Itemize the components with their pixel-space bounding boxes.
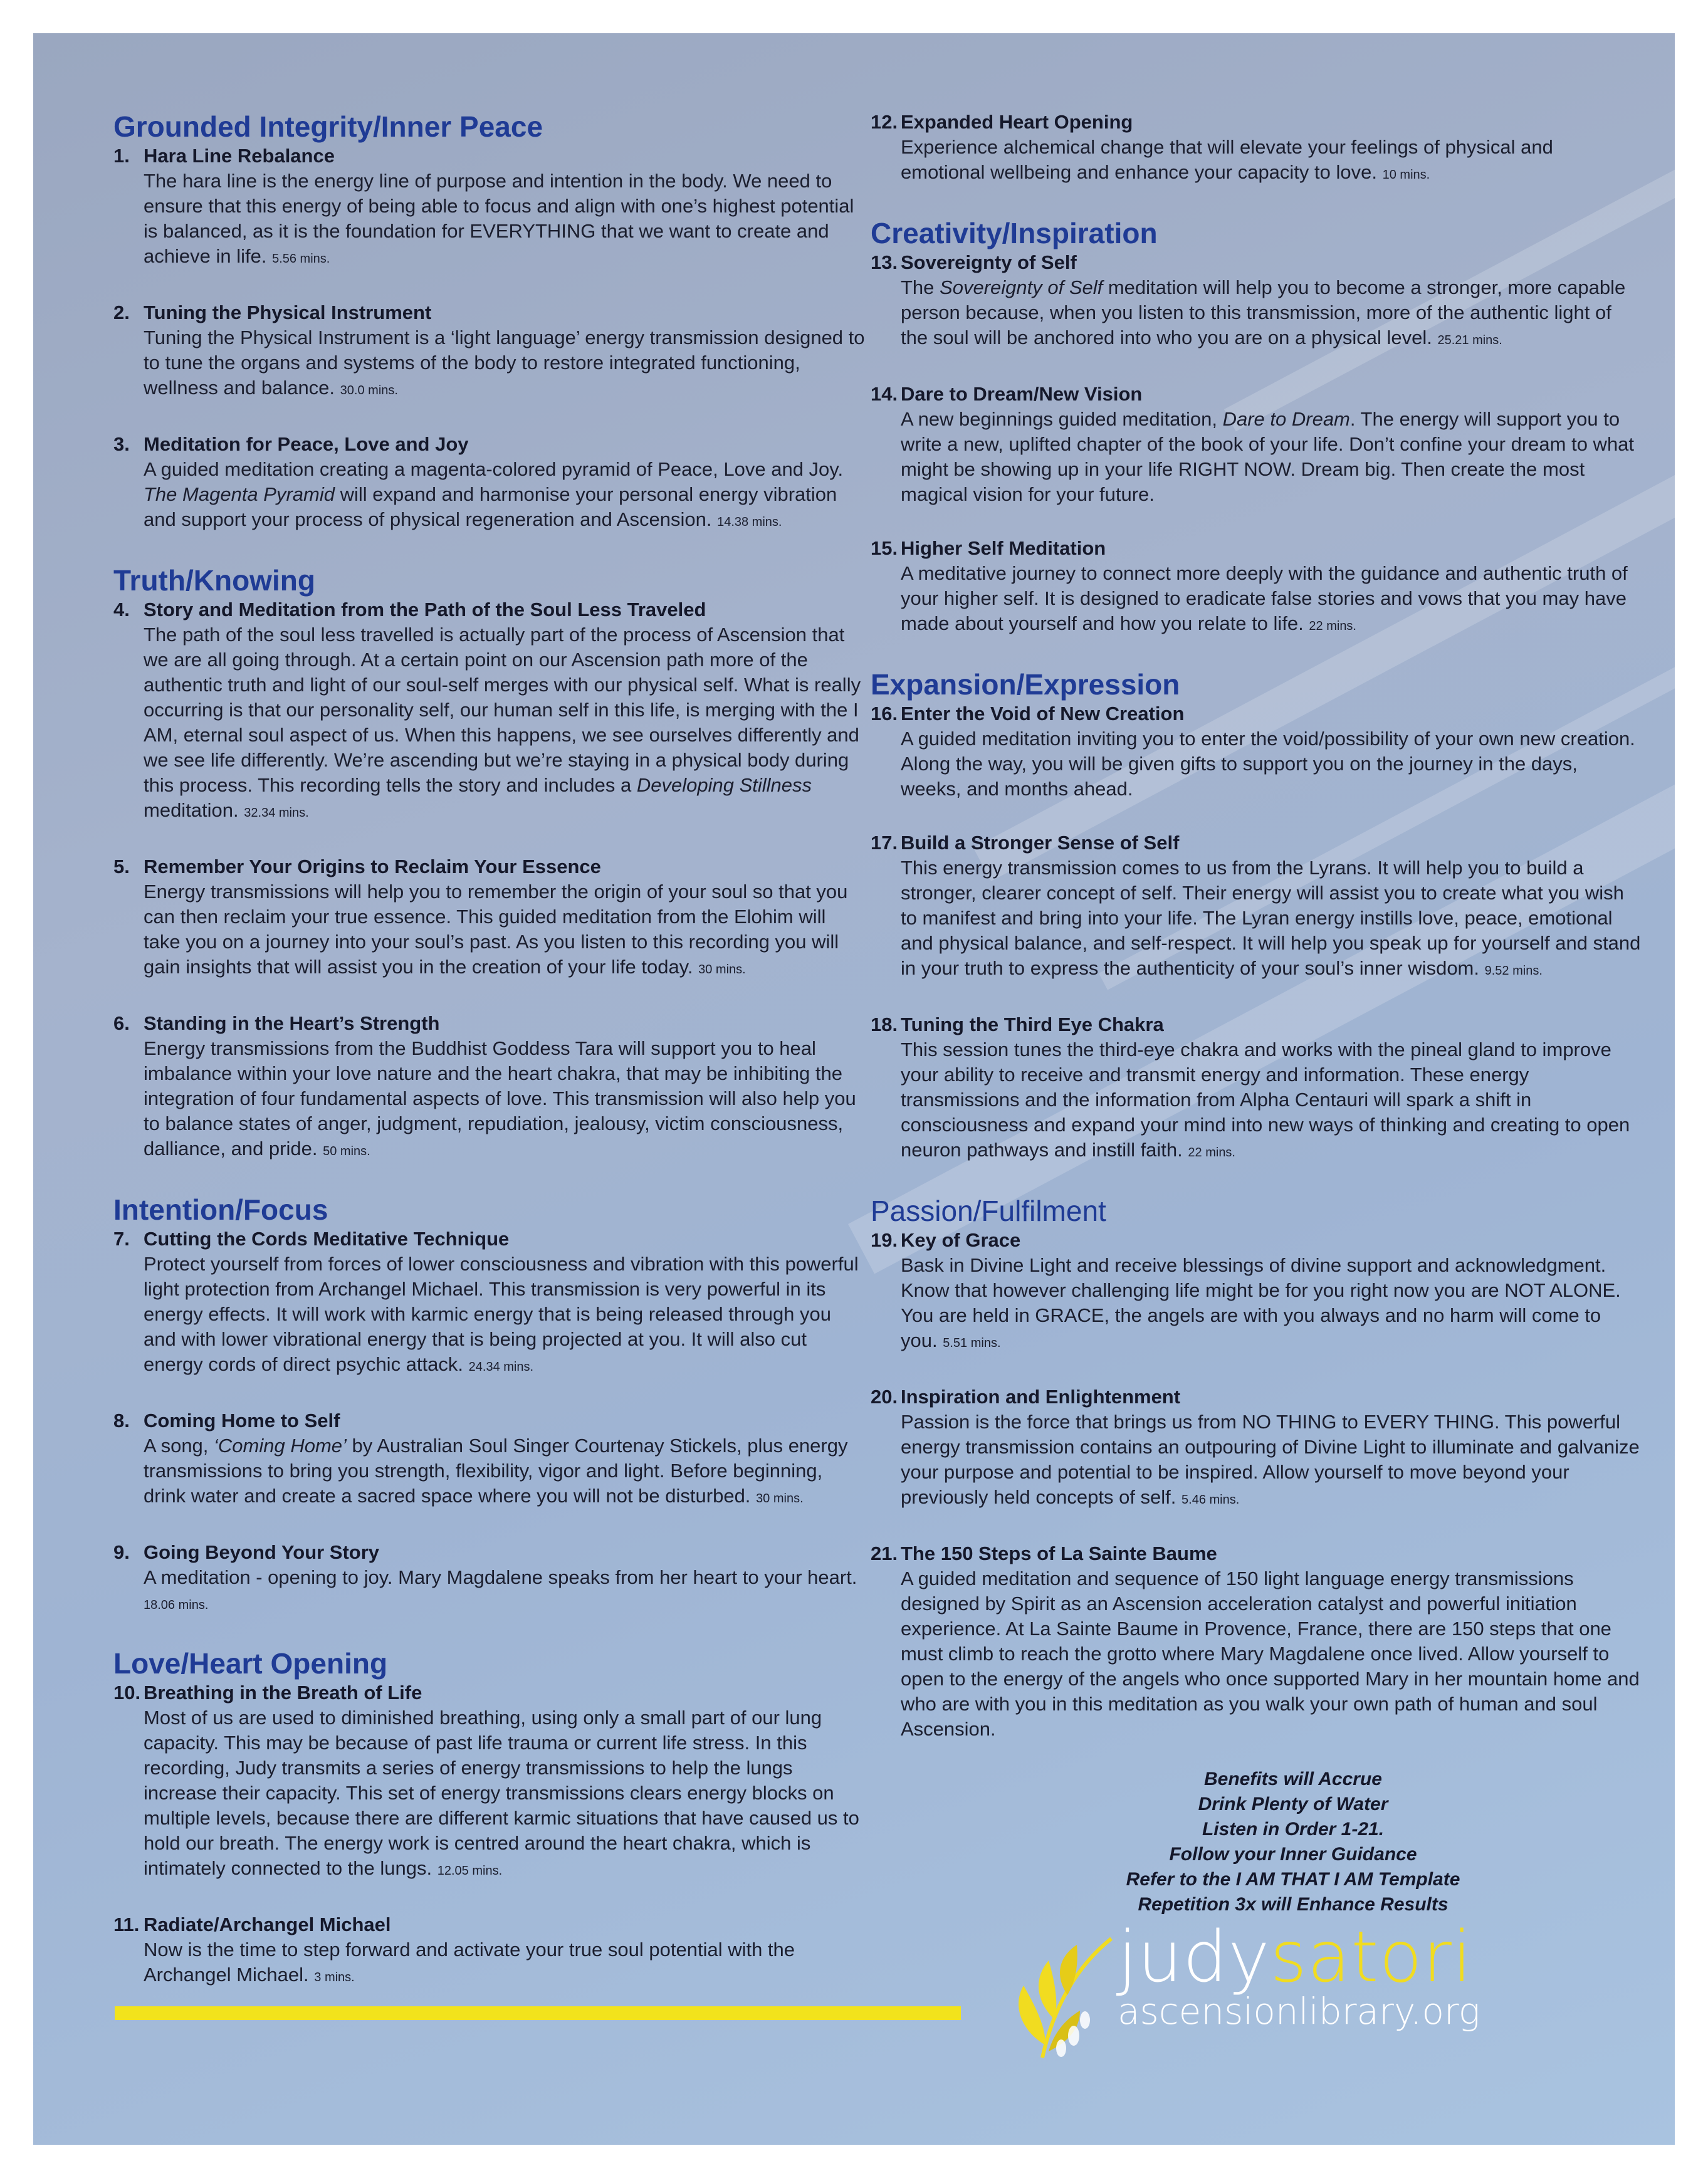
description-text: The <box>901 276 940 298</box>
meditation-item <box>113 1011 866 1164</box>
section-heading: Intention/Focus <box>113 1193 328 1226</box>
description-text: meditation. <box>144 799 239 821</box>
item-number: 20. <box>871 1386 898 1408</box>
item-title <box>113 1912 866 1937</box>
section-heading: Grounded Integrity/Inner Peace <box>113 110 543 143</box>
item-description <box>901 561 1642 639</box>
description-text: will expand and harmonise your personal energy vibration and support your process of physical regeneration and Ascension. <box>144 483 837 530</box>
meditation-item <box>113 1912 866 1990</box>
description-text: Most of us are used to diminished breathing, using only a small part of our lung capacity. This may be because of past life trauma or current life stress. In this recording, Judy transmits a series of energy transmissions to help the lungs increase their capacity. This set of energy transmissions clears energy blocks on multiple levels, because there are different karmic situations that have caused us to hold our breath. The energy work is centred around the heart chakra, which is intimately connected to the lungs. <box>144 1707 859 1879</box>
meditation-item <box>113 854 866 982</box>
description-text: This energy transmission comes to us from the Lyrans. It will help you to build a stronger, clearer concept of self. Their energy will assist you to create what you wish to manifest and bring into your life. The Lyran energy instills love, peace, emotional and physical balance, and self-respect. It will help you speak up for yourself and stand in your truth to express the authenticity of your soul’s inner wisdom. <box>901 857 1641 979</box>
item-title-text: Enter the Void of New Creation <box>901 703 1185 725</box>
item-number: 1. <box>113 145 130 167</box>
note-line: Drink Plenty of Water <box>1198 1794 1388 1814</box>
meditation-item <box>871 830 1642 983</box>
duration-label: 24.34 mins. <box>468 1360 534 1374</box>
description-text: A new beginnings guided meditation, <box>901 408 1223 430</box>
description-text: Passion is the force that brings us from NO THING to EVERY THING. This powerful energy transmission contains an outpouring of Divine Light to illuminate and galvanize your purpose and potential to be inspired. Allow yourself to move beyond your previously held concepts of self. <box>901 1411 1640 1508</box>
description-text: . The energy will support you to write a new, uplifted chapter of the book of your life. Don’t confine your dream to what might be showing up in your life RIGHT NOW. Dream big. Then create the most magical vision for your future. <box>901 408 1635 505</box>
item-title <box>113 1408 866 1433</box>
right-column <box>871 110 1642 1771</box>
item-description <box>144 1565 866 1618</box>
item-description <box>144 325 866 403</box>
item-title <box>113 432 866 457</box>
logo-leaf-icon <box>986 1926 1130 2070</box>
duration-label: 10 mins. <box>1382 168 1430 182</box>
duration-label: 3 mins. <box>314 1971 355 1984</box>
item-title <box>871 1012 1642 1037</box>
item-description <box>901 1037 1642 1165</box>
item-number: 6. <box>113 1012 130 1034</box>
item-title <box>871 1385 1642 1410</box>
description-text: meditation will help you to become a stronger, more capable person because, when you listen to this transmission, more of the authentic light of the soul will be anchored into who you are on a physical level. <box>901 276 1626 348</box>
item-title-text: Hara Line Rebalance <box>144 145 335 167</box>
description-text: The path of the soul less travelled is actually part of the process of Ascension that we are all going through. At a certain point on our Ascension path more of the authentic truth and light of our soul-self merges with our physical self. What is really occurring is that our personality self, our human self in this life, is merging with the I AM, eternal soul aspect of us. When this happens, we see ourselves differently and we see life differently. We’re ascending but we’re staying in a physical body during this process. This recording tells the story and includes a <box>144 624 861 796</box>
meditation-item <box>871 1385 1642 1512</box>
item-number: 12. <box>871 111 898 133</box>
duration-label: 5.56 mins. <box>272 252 330 266</box>
item-title-text: Higher Self Meditation <box>901 537 1106 559</box>
item-description <box>901 275 1642 353</box>
item-title-text: Sovereignty of Self <box>901 251 1077 273</box>
item-title <box>113 1011 866 1036</box>
item-title-text: Key of Grace <box>901 1229 1021 1251</box>
item-title-text: Cutting the Cords Meditative Technique <box>144 1228 510 1250</box>
item-number: 8. <box>113 1410 130 1432</box>
meditation-item <box>113 144 866 271</box>
duration-label: 32.34 mins. <box>244 806 309 820</box>
item-description <box>144 1252 866 1380</box>
meditation-item <box>871 110 1642 187</box>
description-text: A song, <box>144 1435 214 1457</box>
item-title-text: Inspiration and Enlightenment <box>901 1386 1181 1408</box>
item-title-text: Story and Meditation from the Path of the Soul Less Traveled <box>144 599 706 620</box>
item-title <box>871 1541 1642 1566</box>
description-text: by Australian Soul Singer Courtenay Stickels, plus energy transmissions to bring you strength, flexibility, vigor and light. Before beginning, drink water and create a sacred space where you will not be disturbed. <box>144 1435 848 1507</box>
duration-label: 30 mins. <box>756 1492 804 1505</box>
description-emphasis: ‘Coming Home’ <box>214 1435 347 1457</box>
description-text: Experience alchemical change that will elevate your feelings of physical and emotional wellbeing and enhance your capacity to love. <box>901 136 1553 183</box>
duration-label: 30.0 mins. <box>340 384 398 397</box>
note-line: Repetition 3x will Enhance Results <box>1138 1894 1449 1915</box>
description-text: Energy transmissions will help you to remember the origin of your soul so that you can then reclaim your true essence. This guided meditation from the Elohim will take you on a journey into your soul’s past. As you listen to this recording you will gain insights that will assist you in the creation of your life today. <box>144 881 848 978</box>
description-emphasis: Developing Stillness <box>636 774 812 796</box>
item-number: 11. <box>113 1914 140 1935</box>
item-number: 13. <box>871 251 898 273</box>
section-heading: Expansion/Expression <box>871 668 1180 701</box>
duration-label: 14.38 mins. <box>717 515 782 529</box>
duration-label: 25.21 mins. <box>1437 333 1502 347</box>
item-title-text: Breathing in the Breath of Life <box>144 1682 422 1704</box>
item-description <box>144 1937 866 1990</box>
item-description <box>901 726 1642 802</box>
item-number: 3. <box>113 433 130 455</box>
item-title-text: Remember Your Origins to Reclaim Your Essence <box>144 856 601 877</box>
item-description <box>144 1433 866 1511</box>
item-number: 19. <box>871 1229 898 1251</box>
description-text: A guided meditation creating a magenta-colored pyramid of Peace, Love and Joy. <box>144 458 844 480</box>
listening-notes <box>1011 1767 1575 1917</box>
description-text: This session tunes the third-eye chakra and works with the pineal gland to improve your ability to receive and transmit energy and information. These energy transmissions and the information from Alpha Centauri will spark a shift in consciousness and expand your mind into new ways of thinking and creating to open neuron pathways and instill faith. <box>901 1039 1630 1161</box>
item-description <box>144 622 866 825</box>
description-text: The hara line is the energy line of purpose and intention in the body. We need to ensure that this energy of being able to focus and align with one’s highest potential is balanced, as it is the foundation for EVERYTHING that we want to create and achieve in life. <box>144 170 854 267</box>
item-title <box>871 536 1642 561</box>
item-title-text: Expanded Heart Opening <box>901 111 1133 133</box>
meditation-item <box>113 1408 866 1511</box>
meditation-item <box>113 300 866 403</box>
item-number: 5. <box>113 856 130 877</box>
item-title <box>871 701 1642 726</box>
accent-bar <box>115 2006 961 2020</box>
meditation-item <box>113 1680 866 1883</box>
meditation-item <box>871 1012 1642 1165</box>
duration-label: 9.52 mins. <box>1484 964 1543 978</box>
description-text: Now is the time to step forward and activate your true soul potential with the Archangel Michael. <box>144 1939 795 1986</box>
note-line: Follow your Inner Guidance <box>1169 1844 1417 1865</box>
meditation-item <box>871 701 1642 802</box>
item-number: 18. <box>871 1013 898 1035</box>
item-title <box>871 250 1642 275</box>
brand-logo[interactable] <box>1118 1917 1480 2033</box>
item-description <box>144 169 866 271</box>
note-line: Benefits will Accrue <box>1204 1769 1382 1789</box>
item-number: 16. <box>871 703 898 725</box>
item-number: 21. <box>871 1542 898 1564</box>
item-title <box>113 1227 866 1252</box>
description-text: A guided meditation inviting you to enter the void/possibility of your own new creation. Along the way, you will be given gifts to support you on the journey in the days, weeks, and months ahead. <box>901 728 1635 800</box>
meditation-item <box>113 597 866 825</box>
description-text: A meditative journey to connect more deeply with the guidance and authentic truth of your higher self. It is designed to eradicate false stories and vows that you may have made about yourself and how you relate to life. <box>901 562 1628 634</box>
item-number: 7. <box>113 1228 130 1250</box>
description-emphasis: Sovereignty of Self <box>940 276 1103 298</box>
item-number: 9. <box>113 1541 130 1563</box>
duration-label: 18.06 mins. <box>144 1598 209 1612</box>
item-number: 10. <box>113 1682 141 1704</box>
item-title <box>113 1540 866 1565</box>
brand-name-first: judy <box>1118 1917 1271 1998</box>
meditation-item <box>871 1228 1642 1356</box>
meditation-item <box>113 432 866 535</box>
item-title <box>871 1228 1642 1253</box>
item-title <box>113 300 866 325</box>
item-title <box>113 144 866 169</box>
brand-url[interactable]: ascensionlibrary.org <box>1118 1990 1480 2033</box>
item-number: 2. <box>113 301 130 323</box>
item-title-text: Radiate/Archangel Michael <box>144 1914 391 1935</box>
item-number: 14. <box>871 383 898 405</box>
item-title-text: Standing in the Heart’s Strength <box>144 1012 440 1034</box>
item-title-text: Tuning the Physical Instrument <box>144 301 432 323</box>
brand-name <box>1118 1917 1480 1998</box>
item-description <box>144 879 866 982</box>
item-title-text: Dare to Dream/New Vision <box>901 383 1143 405</box>
duration-label: 5.51 mins. <box>943 1336 1001 1350</box>
section-heading: Creativity/Inspiration <box>871 217 1158 249</box>
item-number: 4. <box>113 599 130 620</box>
item-title-text: Build a Stronger Sense of Self <box>901 832 1180 854</box>
item-title <box>113 1680 866 1705</box>
item-description <box>901 856 1642 983</box>
duration-label: 5.46 mins. <box>1181 1493 1240 1507</box>
item-title <box>871 830 1642 856</box>
item-description <box>144 1705 866 1883</box>
duration-label: 50 mins. <box>323 1144 370 1158</box>
description-text: A guided meditation and sequence of 150 light language energy transmissions designed by Spirit as an Ascension acceleration catalyst and powerful initiation experience. At La Sainte Baume in Provence, France, there are 150 steps that one must climb to reach the grotto where Mary Magdalene once lived. Allow yourself to open to the energy of the angels who once supported Mary in her mountain home and who are with you in this meditation as you walk your own path of human and soul Ascension. <box>901 1568 1640 1740</box>
item-number: 17. <box>871 832 898 854</box>
item-description <box>901 1253 1642 1356</box>
section-heading: Passion/Fulfilment <box>871 1195 1106 1227</box>
description-emphasis: The Magenta Pyramid <box>144 483 335 505</box>
description-text: Tuning the Physical Instrument is a ‘light language’ energy transmission designed to to tune the organs and systems of the body to restore integrated functioning, wellness and balance. <box>144 327 865 399</box>
item-description <box>901 1566 1642 1742</box>
note-line: Listen in Order 1-21. <box>1202 1819 1385 1840</box>
meditation-item <box>871 536 1642 639</box>
item-title <box>871 382 1642 407</box>
item-description <box>901 407 1642 507</box>
meditation-item <box>871 250 1642 353</box>
meditation-item <box>113 1540 866 1618</box>
meditation-item <box>871 1541 1642 1742</box>
description-text: A meditation - opening to joy. Mary Magdalene speaks from her heart to your heart. <box>144 1566 857 1588</box>
item-title <box>871 110 1642 135</box>
item-title-text: Coming Home to Self <box>144 1410 340 1432</box>
brochure-page <box>33 33 1675 2145</box>
meditation-item <box>113 1227 866 1380</box>
brand-name-second: satori <box>1270 1917 1473 1998</box>
description-text: Energy transmissions from the Buddhist Goddess Tara will support you to heal imbalance within your love nature and the heart chakra, that may be inhibiting the integration of four fundamental aspects of love. This transmission will also help you to balance states of anger, judgment, repudiation, jealousy, victim consciousness, dalliance, and pride. <box>144 1037 856 1160</box>
note-line: Refer to the I AM THAT I AM Template <box>1126 1869 1460 1890</box>
duration-label: 30 mins. <box>698 963 746 976</box>
item-description <box>901 1410 1642 1512</box>
item-description <box>144 1036 866 1164</box>
item-title <box>113 854 866 879</box>
item-number: 15. <box>871 537 898 559</box>
item-description <box>901 135 1642 187</box>
item-title-text: Meditation for Peace, Love and Joy <box>144 433 469 455</box>
item-title <box>113 597 866 622</box>
item-title-text: The 150 Steps of La Sainte Baume <box>901 1542 1217 1564</box>
description-text: Protect yourself from forces of lower consciousness and vibration with this powerful light protection from Archangel Michael. This transmission is very powerful in its energy effects. It will work with karmic energy that is being released through you and with lower vibrational energy that is being projected at you. It will also cut energy cords of direct psychic attack. <box>144 1253 859 1375</box>
item-title-text: Going Beyond Your Story <box>144 1541 380 1563</box>
description-text: Bask in Divine Light and receive blessings of divine support and acknowledgment. Know that however challenging life might be for you right now you are NOT ALONE. You are held in GRACE, the angels are with you always and no harm will come to you. <box>901 1254 1621 1351</box>
description-emphasis: Dare to Dream <box>1222 408 1350 430</box>
item-title-text: Tuning the Third Eye Chakra <box>901 1013 1164 1035</box>
meditation-item <box>871 382 1642 507</box>
duration-label: 22 mins. <box>1188 1146 1235 1160</box>
item-description <box>144 457 866 535</box>
duration-label: 12.05 mins. <box>437 1864 503 1878</box>
section-heading: Love/Heart Opening <box>113 1647 388 1680</box>
duration-label: 22 mins. <box>1309 619 1356 633</box>
section-heading: Truth/Knowing <box>113 564 315 597</box>
left-column <box>113 110 866 2019</box>
